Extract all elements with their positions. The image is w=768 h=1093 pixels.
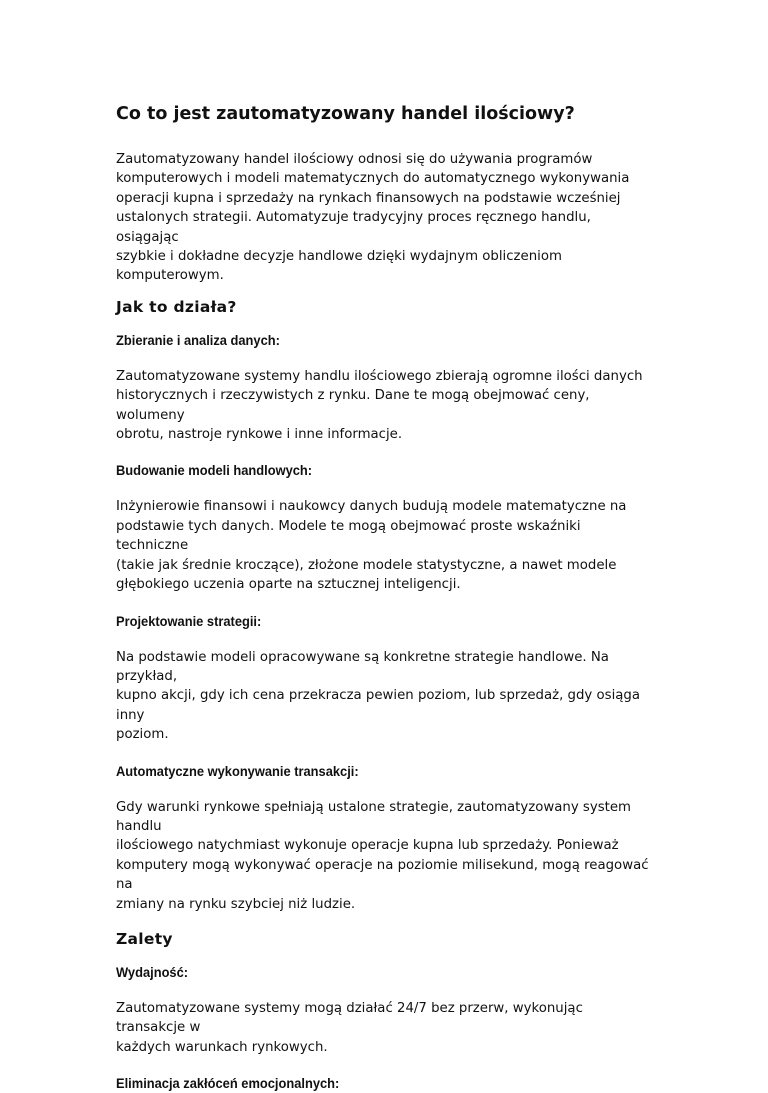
paragraph-line: Inżynierowie finansowi i naukowcy danych budują modele matematyczne na xyxy=(116,499,627,515)
subheading-data-collection: Zbieranie i analiza danych: xyxy=(116,331,280,348)
paragraph-line: kupno akcji, gdy ich cena przekracza pewien poziom, lub sprzedaż, gdy osiąga inny xyxy=(116,688,641,723)
section-heading-how-it-works: Jak to działa? xyxy=(116,297,237,316)
paragraph-efficiency xyxy=(116,999,656,1057)
paragraph-line: obrotu, nastroje rynkowe i inne informacje. xyxy=(116,427,403,443)
document-title: Co to jest zautomatyzowany handel ilościowy? xyxy=(116,104,575,124)
paragraph-line: Na podstawie modeli opracowywane są konkretne strategie handlowe. Na przykład, xyxy=(116,649,609,684)
paragraph-line: głębokiego uczenia oparte na sztucznej inteligencji. xyxy=(116,577,461,593)
paragraph-line: każdych warunkach rynkowych. xyxy=(116,1039,328,1055)
paragraph-line: poziom. xyxy=(116,727,169,743)
intro-paragraph xyxy=(116,150,656,286)
paragraph-line: Zautomatyzowane systemy mogą działać 24/7 bez przerw, wykonując transakcje w xyxy=(116,1000,583,1036)
paragraph-line: ilościowego natychmiast wykonuje operacje kupna lub sprzedaży. Ponieważ xyxy=(116,838,619,854)
intro-line: Zautomatyzowany handel ilościowy odnosi się do używania programów xyxy=(116,152,593,167)
paragraph-line: komputery mogą wykonywać operacje na poziomie milisekund, mogą reagować na xyxy=(116,857,649,893)
intro-line: operacji kupna i sprzedaży na rynkach finansowych na podstawie wcześniej xyxy=(116,190,621,206)
paragraph-line: Zautomatyzowane systemy handlu ilościowego zbierają ogromne ilości danych xyxy=(116,368,643,384)
subheading-efficiency: Wydajność: xyxy=(116,963,189,980)
section-heading-advantages: Zalety xyxy=(116,929,173,948)
paragraph-line: zmiany na rynku szybciej niż ludzie. xyxy=(116,896,356,912)
paragraph-line: (takie jak średnie kroczące), złożone modele statystyczne, a nawet modele xyxy=(116,557,617,573)
paragraph-data-collection xyxy=(116,367,656,445)
paragraph-auto-execution xyxy=(116,798,656,914)
paragraph-line: Gdy warunki rynkowe spełniają ustalone strategie, zautomatyzowany system handlu xyxy=(116,799,632,834)
intro-line: szybkie i dokładne decyzje handlowe dzięki wydajnym obliczeniom komputerowym. xyxy=(116,249,562,284)
intro-line: komputerowych i modeli matematycznych do automatycznego wykonywania xyxy=(116,171,630,187)
subheading-strategy-design: Projektowanie strategii: xyxy=(116,612,262,629)
subheading-model-building: Budowanie modeli handlowych: xyxy=(116,462,313,479)
paragraph-line: podstawie tych danych. Modele te mogą obejmować proste wskaźniki techniczne xyxy=(116,518,581,554)
intro-line: ustalonych strategii. Automatyzuje tradycyjny proces ręcznego handlu, osiągając xyxy=(116,210,591,245)
paragraph-strategy-design xyxy=(116,648,656,745)
paragraph-line: historycznych i rzeczywistych z rynku. Dane te mogą obejmować ceny, wolumeny xyxy=(116,388,590,423)
subheading-emotion-elimination: Eliminacja zakłóceń emocjonalnych: xyxy=(116,1075,340,1092)
paragraph-model-building xyxy=(116,497,656,594)
subheading-auto-execution: Automatyczne wykonywanie transakcji: xyxy=(116,762,359,779)
